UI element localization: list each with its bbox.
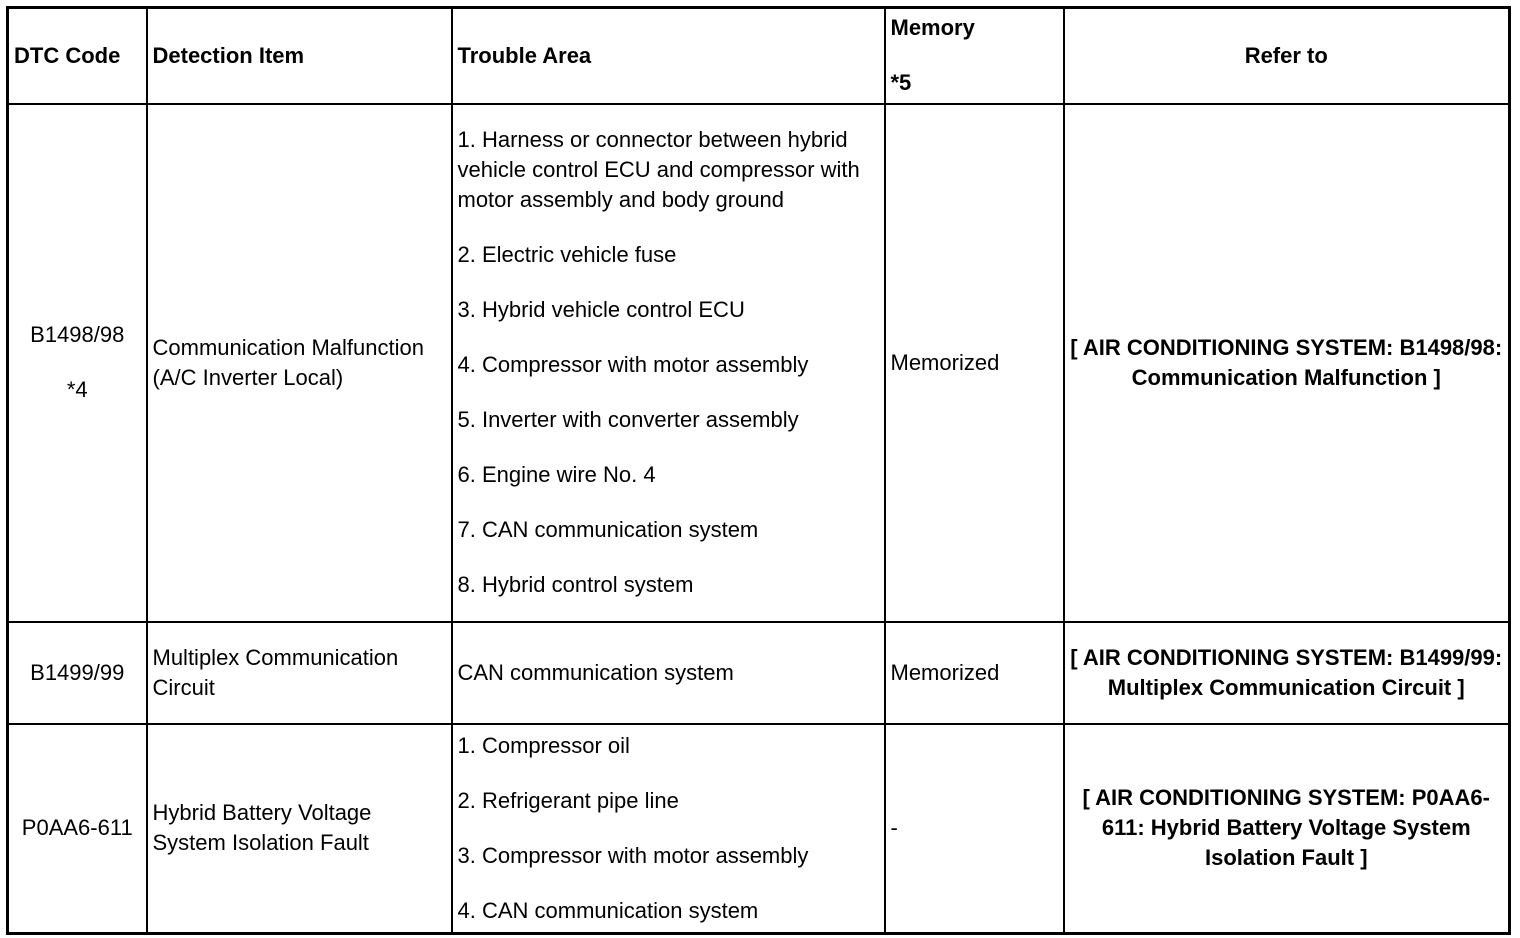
detection-item: Communication Malfunction (A/C Inverter Local) (147, 104, 452, 622)
dtc-code-cell (8, 724, 147, 934)
detection-item: Hybrid Battery Voltage System Isolation Fault (147, 724, 452, 934)
detection-item: Multiplex Communication Circuit (147, 622, 452, 724)
header-detection-item: Detection Item (147, 8, 452, 104)
trouble-area-cell (452, 622, 885, 724)
trouble-area-item: 8. Hybrid control system (457, 572, 694, 597)
refer-to-link[interactable]: [ AIR CONDITIONING SYSTEM: B1499/99: Multiplex Communication Circuit ] (1064, 622, 1510, 724)
refer-to-link[interactable]: [ AIR CONDITIONING SYSTEM: P0AA6-611: Hybrid Battery Voltage System Isolation Fault ] (1064, 724, 1510, 934)
table-row (8, 622, 1510, 724)
header-dtc-code: DTC Code (8, 8, 147, 104)
trouble-area-item: 6. Engine wire No. 4 (457, 462, 656, 487)
dtc-code: B1498/98 (30, 322, 125, 347)
trouble-area-list (458, 125, 879, 600)
trouble-area-item: 4. CAN communication system (457, 897, 759, 923)
trouble-area-item: 3. Hybrid vehicle control ECU (457, 297, 745, 322)
dtc-code-cell (8, 104, 147, 622)
dtc-code-cell (8, 622, 147, 724)
dtc-code-note: *4 (66, 377, 88, 402)
trouble-area-item: 5. Inverter with converter assembly (457, 407, 799, 432)
trouble-area-list (458, 731, 879, 926)
header-memory-label: Memory (890, 15, 975, 41)
trouble-area-item: 3. Compressor with motor assembly (457, 842, 809, 868)
table-row (8, 724, 1510, 934)
memory-status: Memorized (885, 104, 1064, 622)
memory-status: - (885, 724, 1064, 934)
trouble-area-item: 2. Electric vehicle fuse (457, 242, 677, 267)
trouble-area-item: 4. Compressor with motor assembly (457, 352, 809, 377)
trouble-area-item: 2. Refrigerant pipe line (457, 787, 679, 813)
header-row (8, 8, 1510, 104)
refer-to-link[interactable]: [ AIR CONDITIONING SYSTEM: B1498/98: Communication Malfunction ] (1064, 104, 1510, 622)
trouble-area-item: 1. Compressor oil (457, 732, 630, 758)
trouble-area-cell (452, 104, 885, 622)
dtc-code: B1499/99 (30, 659, 125, 685)
memory-status: Memorized (885, 622, 1064, 724)
trouble-area-item: 7. CAN communication system (457, 517, 759, 542)
header-memory (885, 8, 1064, 104)
trouble-area-item: CAN communication system (457, 659, 734, 685)
trouble-area-list (458, 658, 879, 688)
dtc-code: P0AA6-611 (21, 815, 133, 841)
dtc-table (6, 6, 1511, 935)
trouble-area-cell (452, 724, 885, 934)
header-memory-note: *5 (890, 70, 912, 96)
header-refer-to: Refer to (1064, 8, 1510, 104)
table-row (8, 104, 1510, 622)
header-trouble-area: Trouble Area (452, 8, 885, 104)
trouble-area-item: 1. Harness or connector between hybrid vehicle control ECU and compressor with motor assembly and body ground (457, 127, 860, 212)
